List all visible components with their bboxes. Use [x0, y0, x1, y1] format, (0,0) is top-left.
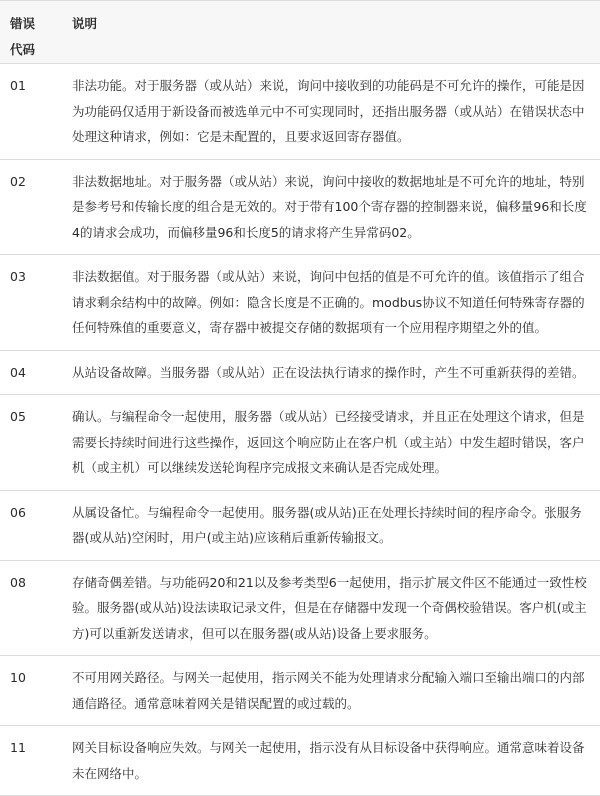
error-code-cell: 03: [0, 255, 62, 351]
table-row: [0, 395, 600, 491]
table-row: [0, 560, 600, 656]
table-row: [0, 159, 600, 255]
table-row: [0, 490, 600, 560]
table-row: [0, 656, 600, 726]
table-row: [0, 64, 600, 160]
table-header-row: [0, 1, 600, 64]
table-row: [0, 350, 600, 395]
header-code-line2: 代码: [10, 42, 36, 57]
error-code-cell: 10: [0, 656, 62, 726]
description-cell: 非法功能。对于服务器（或从站）来说，询问中接收到的功能码是不可允许的操作，可能是因为功能码仅适用于新设备而被选单元中不可实现同时，还指出服务器（或从站）在错误状态中处理这种请求，例如：它是未配置的，且要求返回寄存器值。: [62, 64, 600, 160]
description-cell: 确认。与编程命令一起使用，服务器（或从站）已经接受请求，并且正在处理这个请求，但是需要长持续时间进行这些操作，返回这个响应防止在客户机（或主站）中发生超时错误，客户机（或主机）可以继续发送轮询程序完成报文来确认是否完成处理。: [62, 395, 600, 491]
error-code-cell: 08: [0, 560, 62, 656]
error-code-cell: 05: [0, 395, 62, 491]
error-code-cell: 01: [0, 64, 62, 160]
description-cell: 从属设备忙。与编程命令一起使用。服务器(或从站)正在处理长持续时间的程序命令。张服务器(或从站)空闲时，用户(或主站)应该稍后重新传输报文。: [62, 490, 600, 560]
header-error-code: [0, 1, 62, 64]
error-code-cell: 11: [0, 726, 62, 796]
header-description: 说明: [62, 1, 600, 64]
description-cell: 非法数据地址。对于服务器（或从站）来说，询问中接收的数据地址是不可允许的地址，特别是参考号和传输长度的组合是无效的。对于带有100个寄存器的控制器来说，偏移量96和长度4的请求会成功，而偏移量96和长度5的请求将产生异常码02。: [62, 159, 600, 255]
description-cell: 非法数据值。对于服务器（或从站）来说，询问中包括的值是不可允许的值。该值指示了组合请求剩余结构中的故障。例如：隐含长度是不正确的。modbus协议不知道任何特殊寄存器的任何特殊值的重要意义，寄存器中被提交存储的数据项有一个应用程序期望之外的值。: [62, 255, 600, 351]
table-row: [0, 255, 600, 351]
header-code-line1: 错误: [10, 16, 36, 31]
table-row: [0, 726, 600, 796]
error-code-cell: 02: [0, 159, 62, 255]
description-cell: 从站设备故障。当服务器（或从站）正在设法执行请求的操作时，产生不可重新获得的差错。: [62, 350, 600, 395]
description-cell: 存储奇偶差错。与功能码20和21以及参考类型6一起使用，指示扩展文件区不能通过一致性校验。服务器(或从站)设法读取记录文件，但是在存储器中发现一个奇偶校验错误。客户机(或主方)可以重新发送请求，但可以在服务器(或从站)设备上要求服务。: [62, 560, 600, 656]
error-code-cell: 06: [0, 490, 62, 560]
error-code-cell: 04: [0, 350, 62, 395]
description-cell: 不可用网关路径。与网关一起使用，指示网关不能为处理请求分配输入端口至输出端口的内部通信路径。通常意味着网关是错误配置的或过载的。: [62, 656, 600, 726]
description-cell: 网关目标设备响应失效。与网关一起使用，指示没有从目标设备中获得响应。通常意味着设备未在网络中。: [62, 726, 600, 796]
